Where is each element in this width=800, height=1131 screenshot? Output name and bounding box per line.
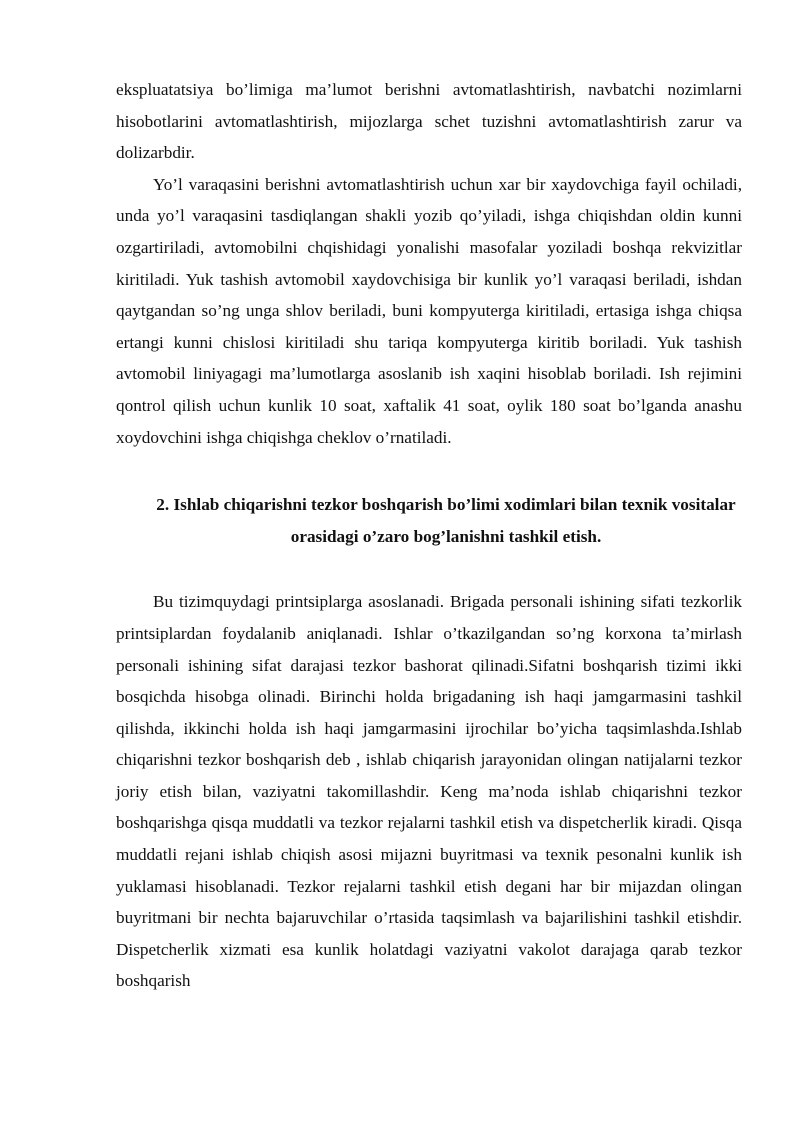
paragraph-intro-continued: ekspluatatsiya bo’limiga ma’lumot berishni avtomatlashtirish, navbatchi nozimlarni hisobotlarini avtomatlashtirish, mijozlarga schet tuzishni avtomatlashtirish zarur va dolizarbdir. xyxy=(116,80,742,163)
paragraph-operational-management: Bu tizimquydagi printsiplarga asoslanadi. Brigada personali ishining sifati tezkorlik printsiplardan foydalanib aniqlanadi. Ishlar o’tkazilgandan so’ng korxona ta’mirlash personali ishining sifat darajasi tezkor bashorat qilinadi.Sifatni boshqarish tizimi ikki bosqichda hisobga olinadi. Birinchi holda brigadaning ish haqi jamgarmasini tashkil qilishda, ikkinchi holda ish haqi jamgarmasini ijrochilar bo’yicha taqsimlashda.Ishlab chiqarishni tezkor boshqarish deb , ishlab chiqarish jarayonidan olingan natijalarni tezkor joriy etish bilan, vaziyatni takomillashdir. Keng ma’noda ishlab chiqarishni tezkor boshqarishga qisqa muddatli va tezkor rejalarni tashkil etish va dispetcherlik kiradi. Qisqa muddatli rejani ishlab chiqish asosi mijazni buyritmasi va texnik pesonalni kunlik ish yuklamasi hisoblanadi. Tezkor rejalarni tashkil etish degani har bir mijazdan olingan buyritmani bir nechta bajaruvchilar o’rtasida taqsimlash va bajarilishini tashkil etishdir. Dispetcherlik xizmati esa kunlik holatdagi vaziyatni vakolot darajaga qarab tezkor boshqarish xyxy=(116,592,742,991)
paragraph-waybill-automation: Yo’l varaqasini berishni avtomatlashtirish uchun xar bir xaydovchiga fayil ochiladi, unda yo’l varaqasini tasdiqlangan shakli yozib qo’yiladi, ishga chiqishdan oldin kunni ozgartiriladi, avtomobilni chqishidagi yonalishi masofalar yoziladi boshqa rekvizitlar kiritiladi. Yuk tashish avtomobil xaydovchisiga bir kunlik yo’l varaqasi beriladi, ishdan qaytgandan so’ng unga shlov beriladi, buni kompyuterga kiritiladi, ertasiga ishga chiqsa ertangi kunni chislosi kiritiladi shu tariqa kompyuterga kiritib boriladi. Yuk tashish avtomobil liniyagagi ma’lumotlarga asoslanib ish xaqini hisoblab boriladi. Ish rejimini qontrol qilish uchun kunlik 10 soat, xaftalik 41 soat, oylik 180 soat bo’lganda anashu xoydovchini ishga chiqishga cheklov o’rnatiladi. xyxy=(116,174,742,447)
document-body xyxy=(116,74,742,997)
section-heading: 2. Ishlab chiqarishni tezkor boshqarish bo’limi xodimlari bilan texnik vositalar orasidagi o’zaro bog’lanishni tashkil etish. xyxy=(156,495,736,546)
